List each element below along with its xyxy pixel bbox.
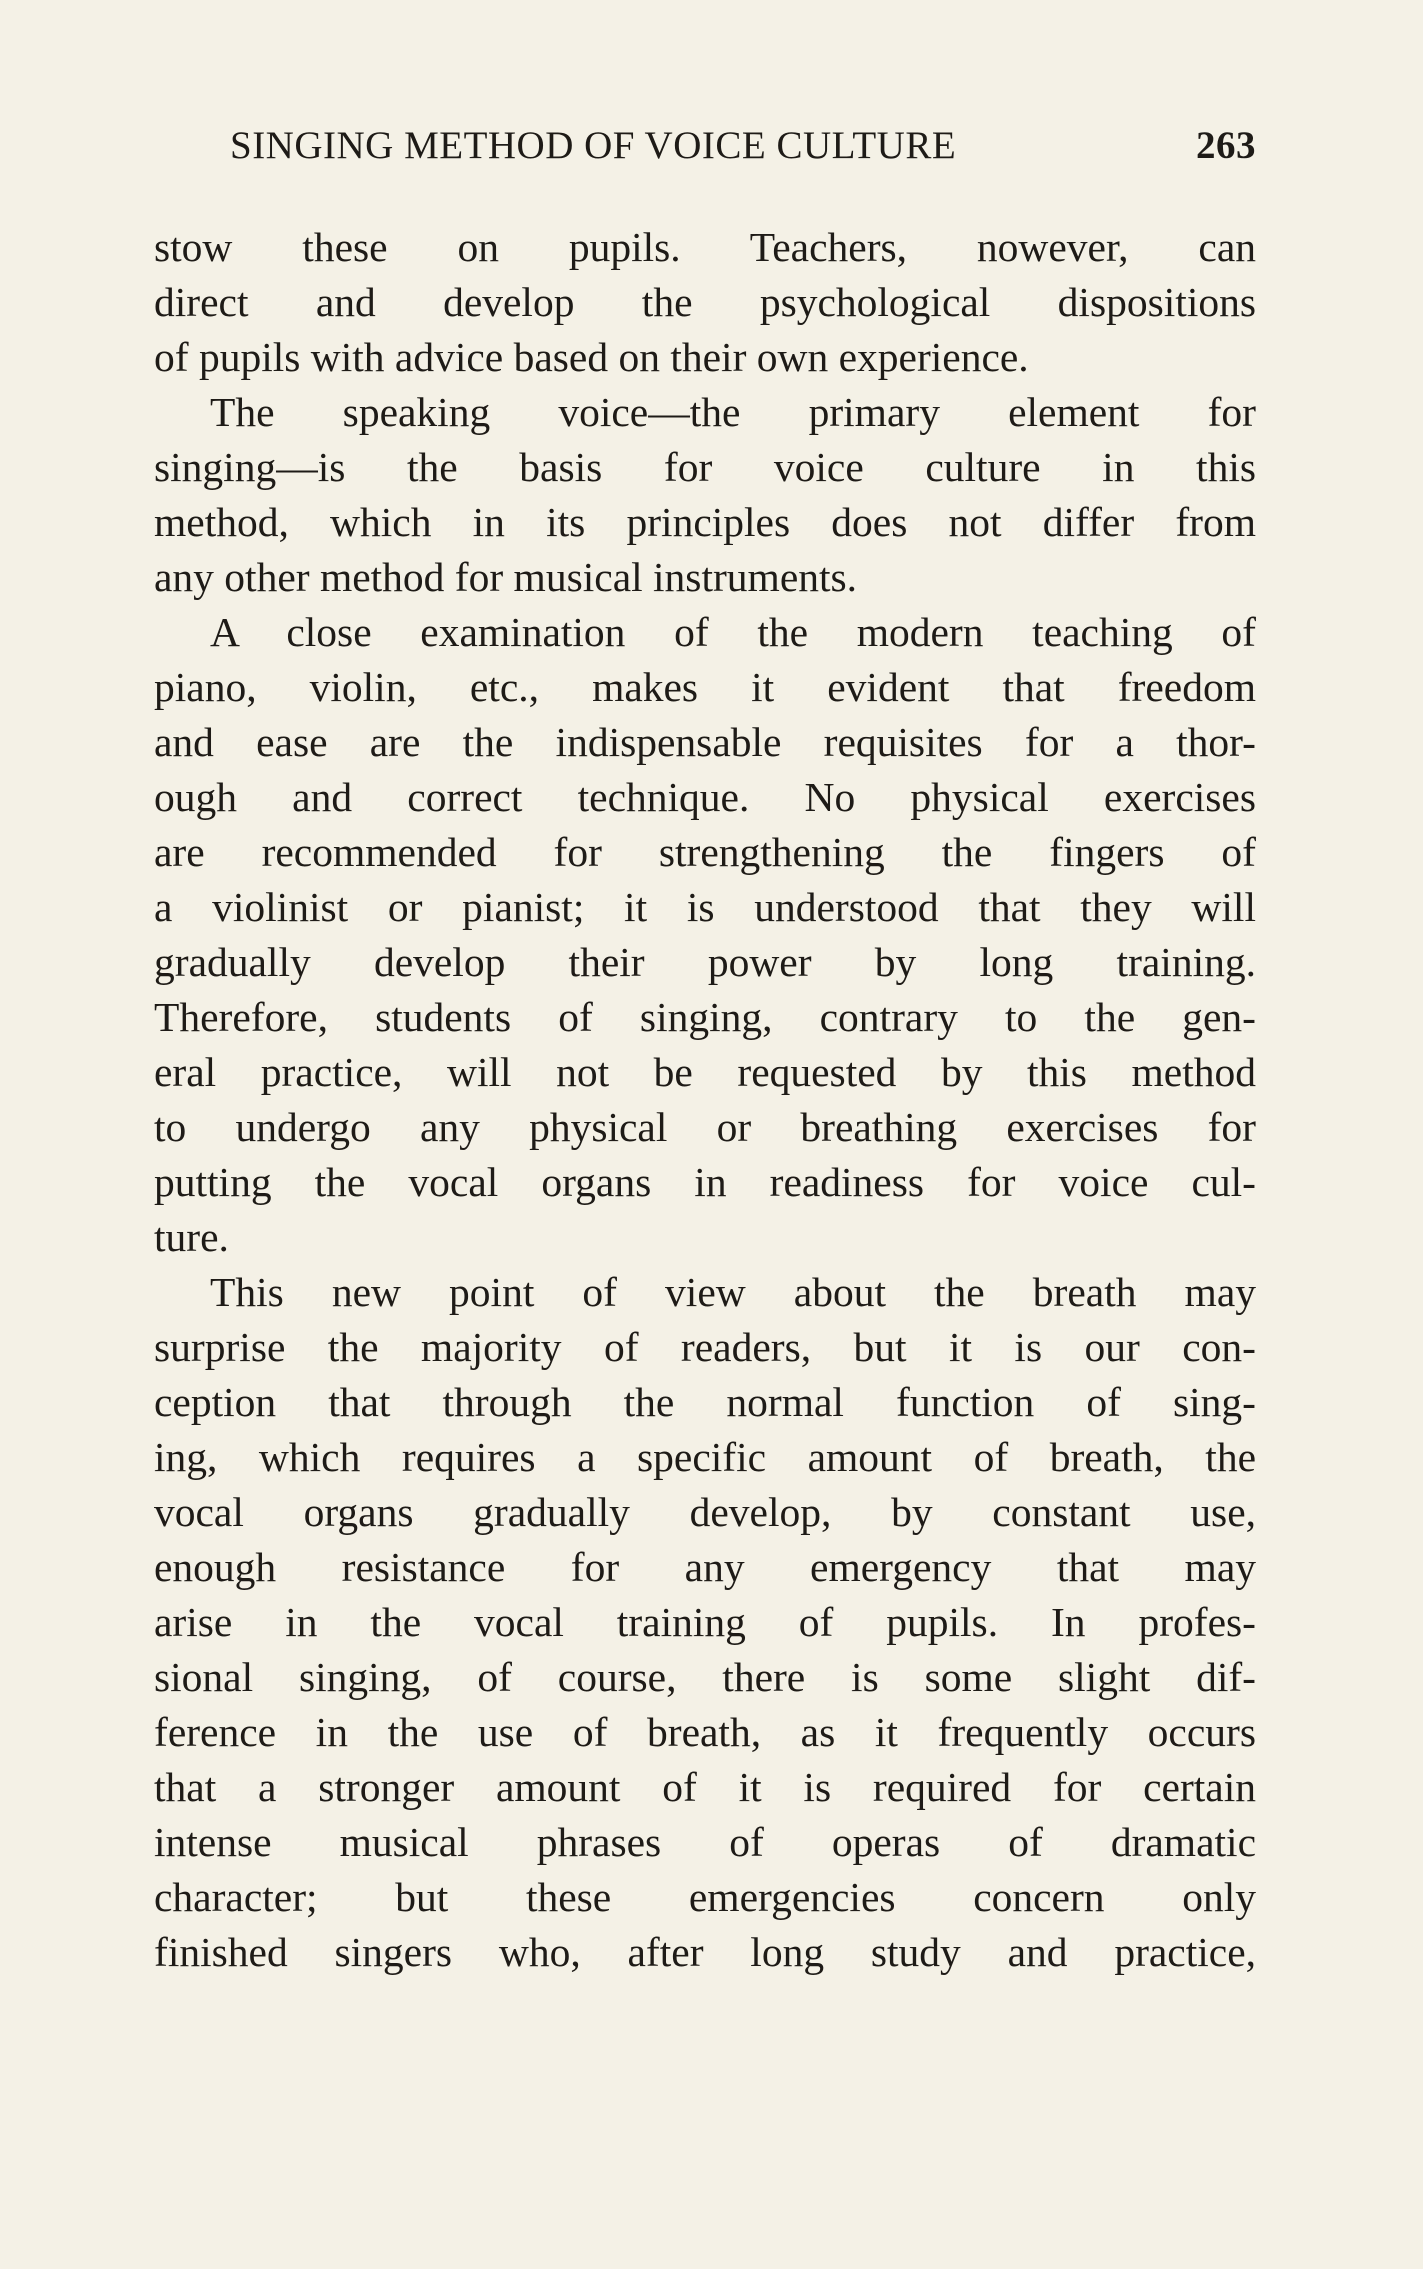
text-line: sional singing, of course, there is some slight dif-	[154, 1654, 1256, 1700]
text-line: stow these on pupils. Teachers, nowever, can	[154, 224, 1256, 270]
text-line: that a stronger amount of it is required for certain	[154, 1764, 1256, 1810]
body-text	[154, 220, 1256, 1980]
text-line: arise in the vocal training of pupils. In profes-	[154, 1599, 1256, 1645]
text-line: singing—is the basis for voice culture in this	[154, 444, 1256, 490]
text-line: ference in the use of breath, as it frequently occurs	[154, 1709, 1256, 1755]
text-line: intense musical phrases of operas of dramatic	[154, 1819, 1256, 1865]
text-line: of pupils with advice based on their own experience.	[154, 334, 1029, 380]
text-line: character; but these emergencies concern only	[154, 1874, 1256, 1920]
text-line: method, which in its principles does not differ from	[154, 499, 1256, 545]
paragraph	[154, 605, 1256, 1265]
text-line: ing, which requires a specific amount of breath, the	[154, 1434, 1256, 1480]
text-line: piano, violin, etc., makes it evident that freedom	[154, 664, 1256, 710]
text-line: and ease are the indispensable requisites for a thor-	[154, 719, 1256, 765]
text-line: This new point of view about the breath may	[210, 1269, 1256, 1315]
text-line: A close examination of the modern teaching of	[210, 609, 1256, 655]
text-line: ough and correct technique. No physical exercises	[154, 774, 1256, 820]
text-line: to undergo any physical or breathing exercises for	[154, 1104, 1256, 1150]
text-line: ception that through the normal function of sing-	[154, 1379, 1256, 1425]
text-line: ture.	[154, 1214, 229, 1260]
text-line: The speaking voice—the primary element for	[210, 389, 1256, 435]
text-line: finished singers who, after long study and practice,	[154, 1929, 1256, 1975]
running-head-title: SINGING METHOD OF VOICE CULTURE	[230, 124, 957, 167]
text-line: are recommended for strengthening the fingers of	[154, 829, 1256, 875]
text-line: gradually develop their power by long training.	[154, 939, 1256, 985]
paragraph	[154, 385, 1256, 605]
text-line: Therefore, students of singing, contrary to the gen-	[154, 994, 1256, 1040]
text-line: eral practice, will not be requested by this method	[154, 1049, 1256, 1095]
text-line: direct and develop the psychological dispositions	[154, 279, 1256, 325]
text-line: surprise the majority of readers, but it is our con-	[154, 1324, 1256, 1370]
running-head	[230, 118, 1256, 174]
page-number: 263	[1196, 124, 1256, 167]
paragraph	[154, 220, 1256, 385]
text-line: putting the vocal organs in readiness for voice cul-	[154, 1159, 1256, 1205]
text-line: vocal organs gradually develop, by constant use,	[154, 1489, 1256, 1535]
paragraph	[154, 1265, 1256, 1980]
text-line: a violinist or pianist; it is understood that they will	[154, 884, 1256, 930]
text-line: enough resistance for any emergency that may	[154, 1544, 1256, 1590]
text-line: any other method for musical instruments.	[154, 554, 858, 600]
